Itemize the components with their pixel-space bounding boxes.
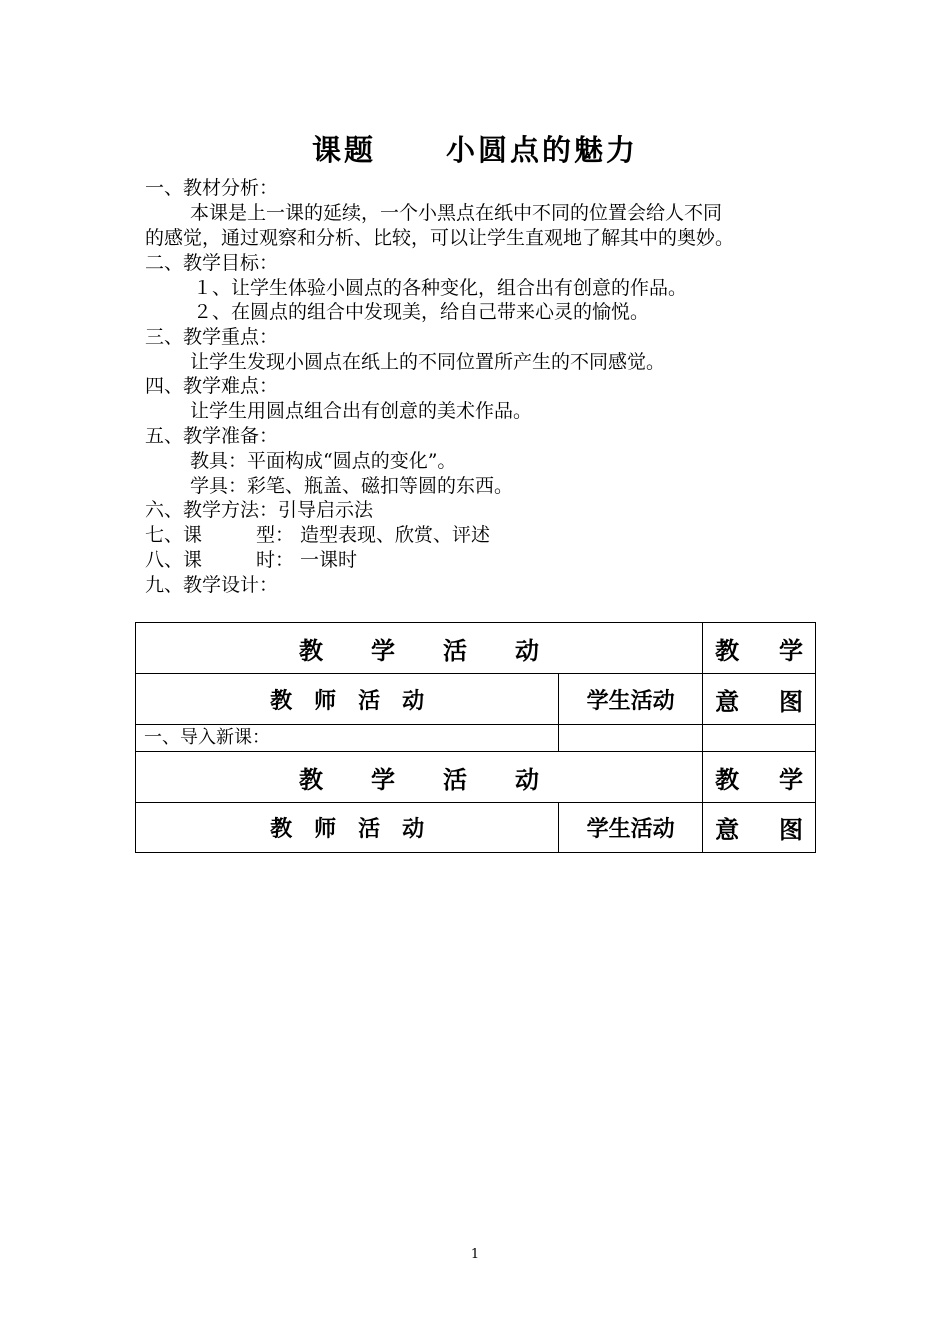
title-topic: 小圆点的魅力 bbox=[446, 133, 639, 167]
section-7-value: 造型表现、欣赏、评述 bbox=[300, 524, 491, 546]
row-intro-cell: 一、导入新课： bbox=[136, 725, 559, 752]
lesson-title bbox=[0, 128, 950, 169]
intent-char-8: 图 bbox=[779, 816, 803, 844]
section-3-text: 让学生发现小圆点在纸上的不同位置所产生的不同感觉。 bbox=[190, 351, 666, 373]
section-8-label: 八、课 bbox=[145, 549, 203, 571]
section-6-method: 六、教学方法：引导启示法 bbox=[145, 499, 374, 521]
intent-header-top-2 bbox=[703, 752, 816, 803]
section-1-heading: 一、教材分析： bbox=[145, 177, 279, 199]
section-7-label-suffix: 型： bbox=[256, 524, 295, 546]
title-label: 课题 bbox=[311, 133, 376, 167]
student-activity-header: 学生活动 bbox=[559, 674, 703, 725]
section-5-item-1: 教具：平面构成“圆点的变化”。 bbox=[190, 450, 457, 472]
section-1-text-line-2: 的感觉，通过观察和分析、比较，可以让学生直观地了解其中的奥妙。 bbox=[145, 227, 735, 249]
section-3-heading: 三、教学重点： bbox=[145, 326, 279, 348]
teaching-activity-header: 教 学 活 动 bbox=[136, 623, 703, 674]
intent-header-top bbox=[703, 623, 816, 674]
intent-char-4: 图 bbox=[779, 687, 803, 716]
section-1-text-line-1: 本课是上一课的延续，一个小黑点在纸中不同的位置会给人不同 bbox=[190, 202, 723, 224]
section-8-value: 一课时 bbox=[300, 549, 358, 571]
intent-header-bottom-2 bbox=[703, 803, 816, 853]
section-2-item-1: １、让学生体验小圆点的各种变化，组合出有创意的作品。 bbox=[193, 277, 688, 299]
intent-char-3: 意 bbox=[715, 687, 740, 716]
section-4-text: 让学生用圆点组合出有创意的美术作品。 bbox=[190, 400, 533, 422]
section-8-label-suffix: 时： bbox=[256, 549, 295, 571]
teaching-activity-header-2: 教 学 活 动 bbox=[136, 752, 703, 803]
section-4-heading: 四、教学难点： bbox=[145, 375, 279, 397]
intent-char-2: 学 bbox=[779, 636, 803, 665]
row-intro-intent-cell bbox=[703, 725, 816, 752]
section-9-heading: 九、教学设计： bbox=[145, 574, 279, 596]
section-2-heading: 二、教学目标： bbox=[145, 252, 279, 274]
intent-char-6: 学 bbox=[779, 765, 803, 794]
section-7-label: 七、课 bbox=[145, 524, 203, 546]
page-number: 1 bbox=[470, 1247, 480, 1262]
intent-char-5: 教 bbox=[715, 765, 740, 794]
row-intro-student-cell bbox=[559, 725, 703, 752]
intent-header-bottom bbox=[703, 674, 816, 725]
section-2-item-2: ２、在圆点的组合中发现美，给自己带来心灵的愉悦。 bbox=[193, 301, 650, 323]
intent-char-7: 意 bbox=[715, 816, 740, 844]
student-activity-header-2: 学生活动 bbox=[559, 803, 703, 853]
section-5-item-2: 学具：彩笔、瓶盖、磁扣等圆的东西。 bbox=[190, 475, 514, 497]
teacher-activity-header-2: 教 师 活 动 bbox=[136, 803, 559, 853]
section-5-heading: 五、教学准备： bbox=[145, 425, 279, 447]
lesson-design-table bbox=[135, 622, 816, 853]
teacher-activity-header: 教 师 活 动 bbox=[136, 674, 559, 725]
intent-char-1: 教 bbox=[715, 636, 740, 665]
